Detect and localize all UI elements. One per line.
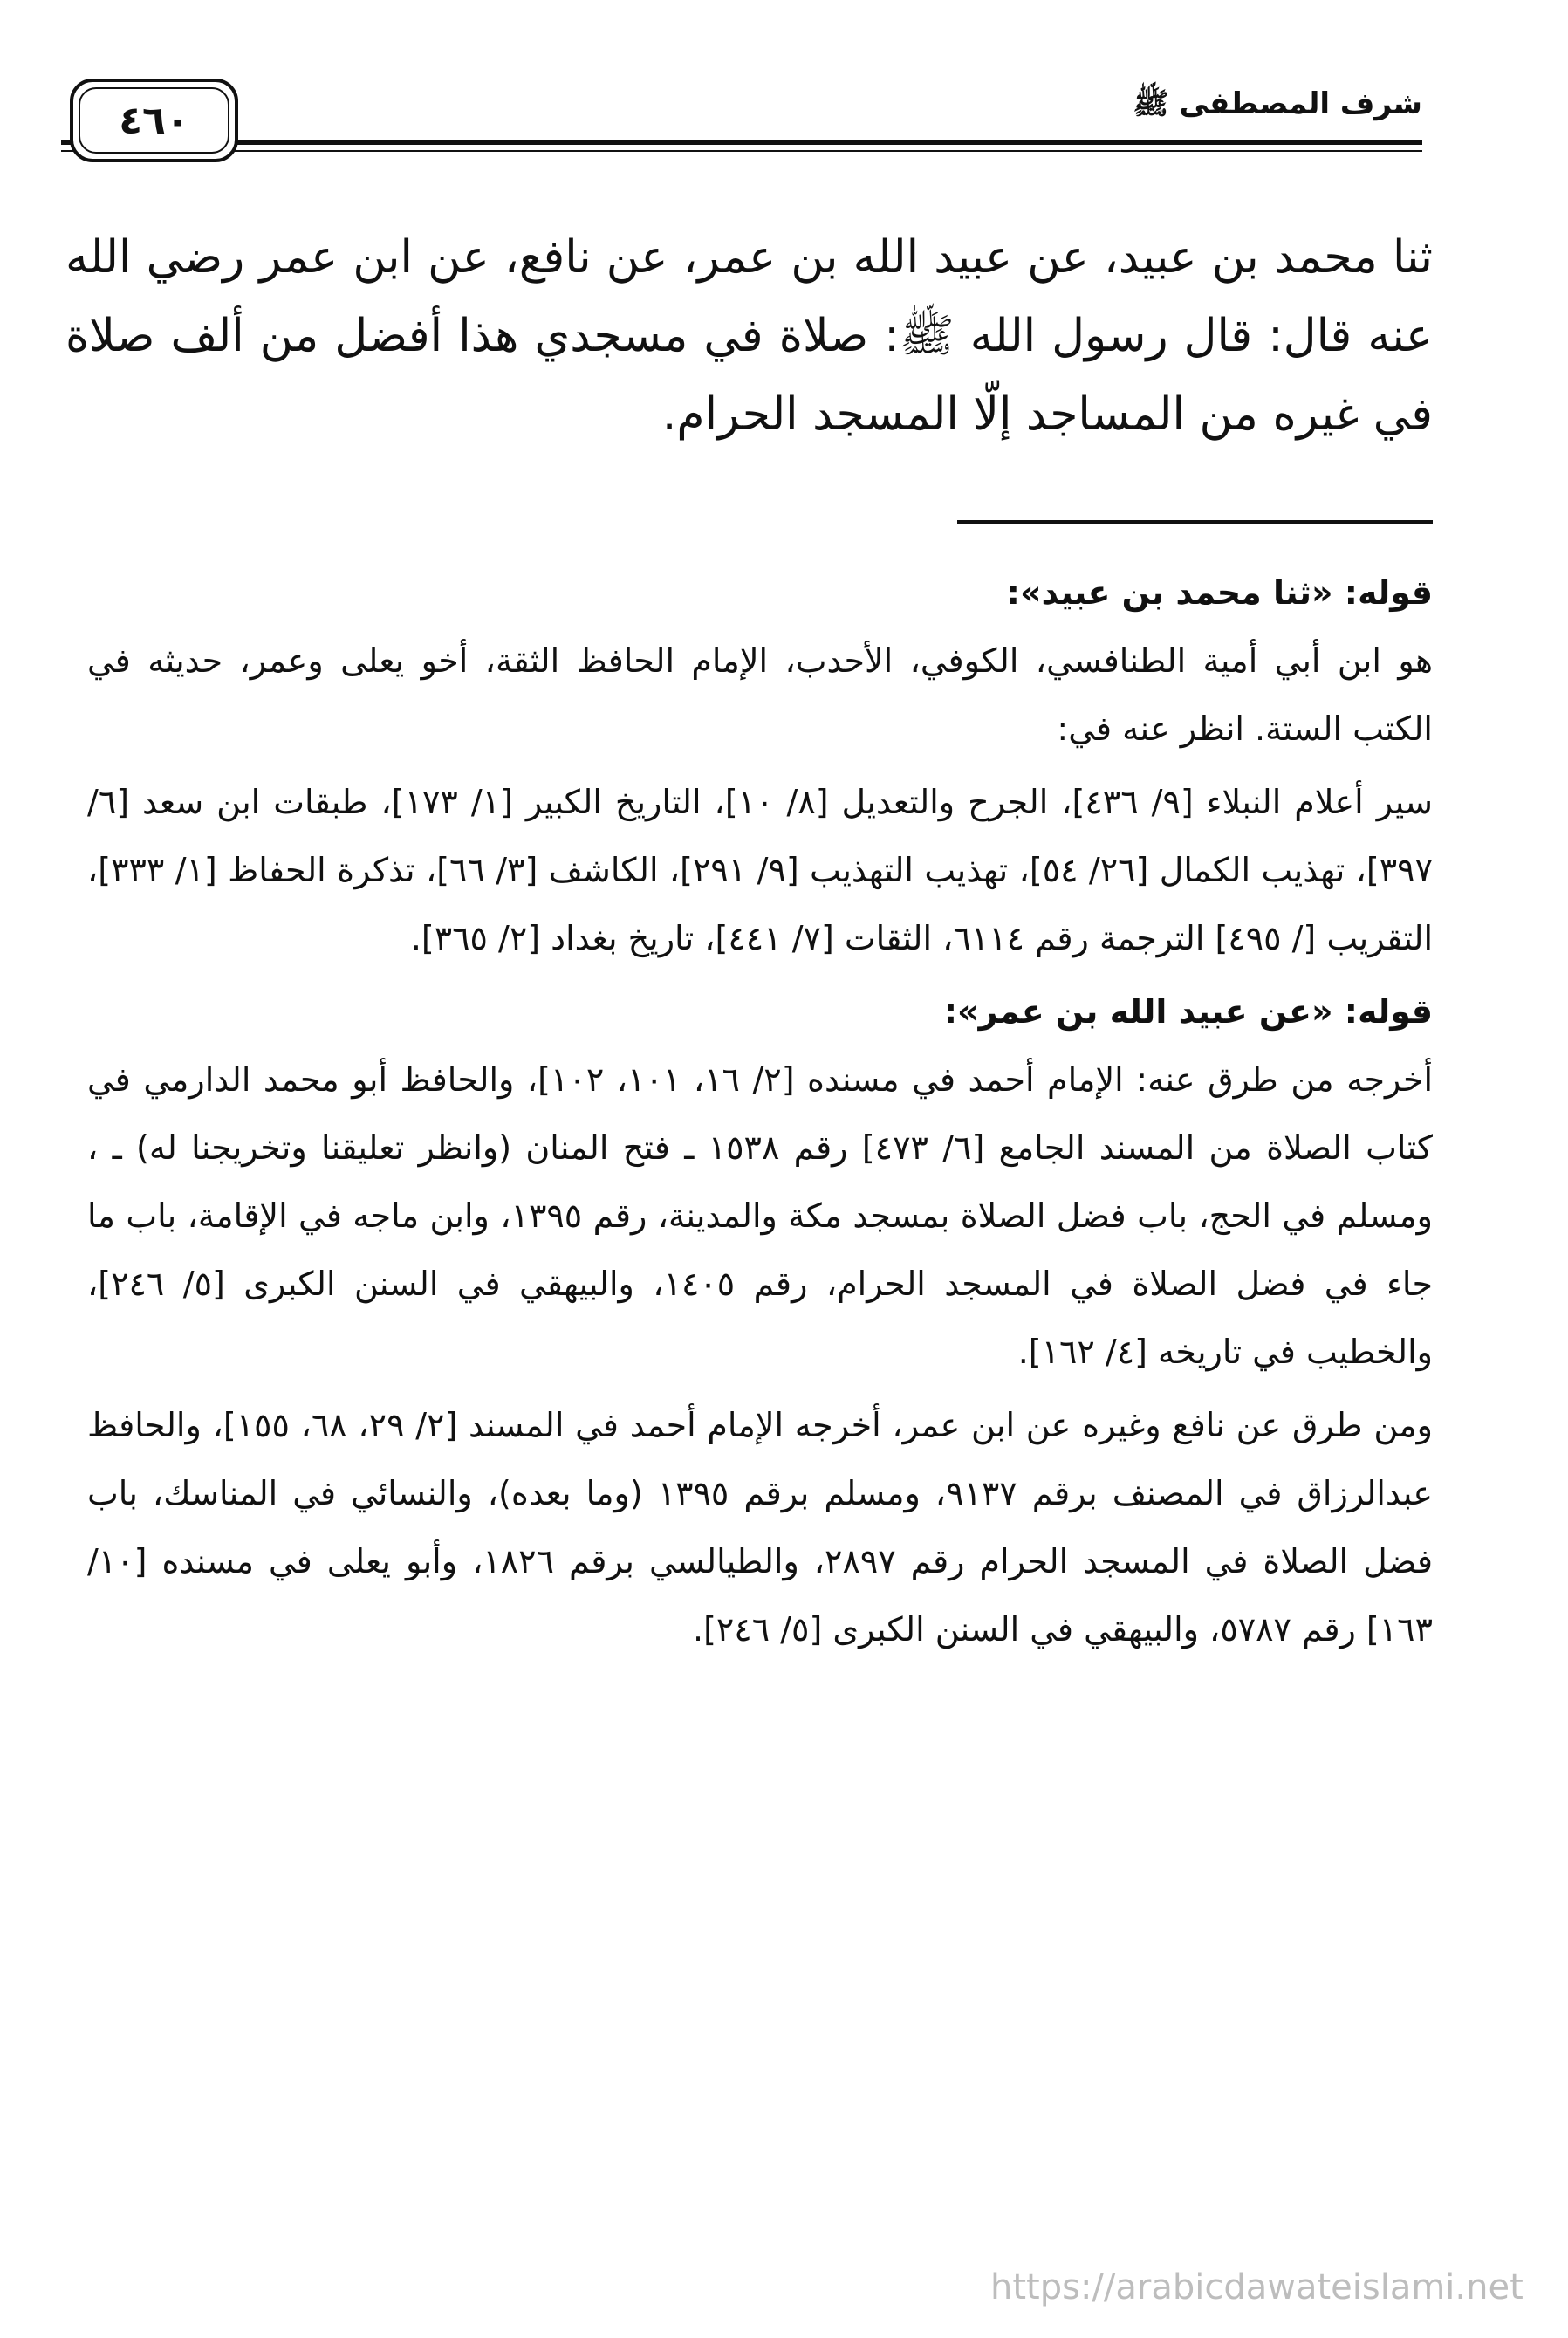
hadith-text <box>65 218 1433 454</box>
commentary-body <box>87 627 1433 972</box>
commentary-quote: «ثنا محمد بن عبيد»: <box>1006 573 1333 612</box>
watermark-url: https://arabicdawateislami.net <box>990 2267 1523 2307</box>
book-title: شرف المصطفى ﷺ <box>1124 86 1422 128</box>
page-number-frame <box>70 79 238 162</box>
commentary-quote: «عن عبيد الله بن عمر»: <box>943 992 1333 1031</box>
footnote-separator <box>957 520 1433 524</box>
commentary-body <box>87 1046 1433 1663</box>
commentary-label: قوله: <box>1344 573 1433 612</box>
commentary-heading <box>87 559 1433 627</box>
commentary-paragraph: سير أعلام النبلاء [٩/ ٤٣٦]، الجرح والتعديل [٨/ ١٠]، التاريخ الكبير [١/ ١٧٣]، طبقات ابن سعد [٦/ ٣٩٧]، تهذيب الكمال [٢٦/ ٥٤]، تهذيب التهذيب [٩/ ٢٩١]، الكاشف [٣/ ٦٦]، تذكرة الحفاظ [١/ ٣٣٣]، التقريب [/ ٤٩٥] الترجمة رقم ٦١١٤، الثقات [٧/ ٤٤١]، تاريخ بغداد [٢/ ٣٦٥]. <box>87 783 1433 957</box>
header-rule <box>61 140 1422 145</box>
header-rule-thin <box>61 150 1422 152</box>
page-header <box>61 79 1422 175</box>
commentary-paragraph: هو ابن أبي أمية الطنافسي، الكوفي، الأحدب، الإمام الحافظ الثقة، أخو يعلى وعمر، حديثه في الكتب الستة. انظر عنه في: <box>87 641 1433 748</box>
commentary-block <box>87 977 1433 1663</box>
commentary-paragraph: أخرجه من طرق عنه: الإمام أحمد في مسنده [٢/ ١٦، ١٠١، ١٠٢]، والحافظ أبو محمد الدارمي في كتاب الصلاة من المسند الجامع [٦/ ٤٧٣] رقم ١٥٣٨ ـ فتح المنان (وانظر تعليقنا وتخريجنا له) ـ ، ومسلم في الحج، باب فضل الصلاة بمسجد مكة والمدينة، رقم ١٣٩٥، وابن ماجه في الإقامة، باب ما جاء في فضل الصلاة في المسجد الحرام، رقم ١٤٠٥، والبيهقي في السنن الكبرى [٥/ ٢٤٦]، والخطيب في تاريخه [٤/ ١٦٢]. <box>87 1060 1434 1371</box>
commentary-paragraph: ومن طرق عن نافع وغيره عن ابن عمر، أخرجه الإمام أحمد في المسند [٢/ ٢٩، ٦٨، ١٥٥]، والحافظ عبدالرزاق في المصنف برقم ٩١٣٧، ومسلم برقم ١٣٩٥ (وما بعده)، والنسائي في المناسك، باب فضل الصلاة في المسجد الحرام رقم ٢٨٩٧، والطيالسي برقم ١٨٢٦، وأبو يعلى في مسنده [١٠/ ١٦٣] رقم ٥٧٨٧، والبيهقي في السنن الكبرى [٥/ ٢٤٦]. <box>87 1406 1433 1649</box>
page-number: ٤٦٠ <box>119 98 189 143</box>
commentary-label: قوله: <box>1344 992 1433 1031</box>
commentary-heading <box>87 977 1433 1046</box>
commentary-section <box>87 559 1433 1669</box>
hadith-paragraph: ثنا محمد بن عبيد، عن عبيد الله بن عمر، عن نافع، عن ابن عمر رضي الله عنه قال: قال رسول الله ﷺ: صلاة في مسجدي هذا أفضل من ألف صلاة في غيره من المساجد إلّا المسجد الحرام. <box>65 231 1433 441</box>
commentary-block <box>87 559 1433 972</box>
